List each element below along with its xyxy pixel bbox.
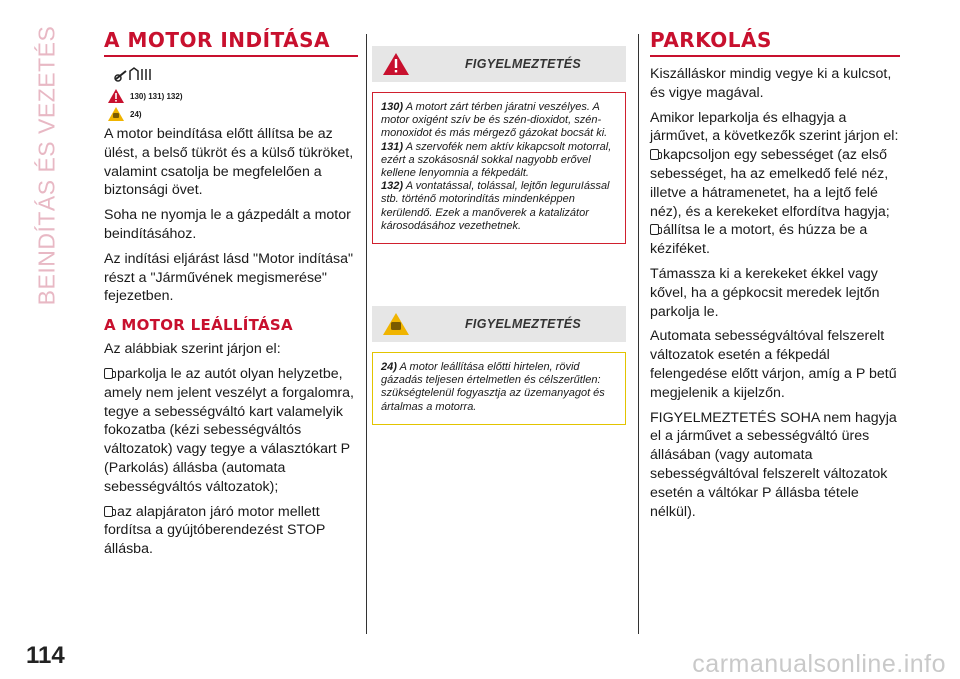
chapter-title-text: BEINDÍTÁS ÉS VEZETÉS [33,25,60,305]
warning-title: FIGYELMEZTETÉS [464,317,581,331]
caution-ref-number: 24) [130,109,142,119]
right-column [650,28,900,527]
paragraph: Az alábbiak szerint járjon el: [104,341,281,358]
paragraph: Az indítási eljárást lásd "Motor indítása" részt a "Járművének megismerése" fejezetben. [104,250,354,305]
subheading-motor-stop: A MOTOR LEÁLLÍTÁSA [104,316,293,335]
warning-num: 24) [381,361,397,373]
bullet-box-icon [104,368,113,379]
paragraph: Támassza ki a kerekeket ékkel vagy kővel, ha a gépkocsit meredek lejtőn parkolja le. [650,265,880,320]
watermark: carmanualsonline.info [692,650,946,678]
caution-hand-icon [108,107,124,121]
paragraph: Automata sebességváltóval felszerelt változatok esetén a fékpedál felengedése előtt várjon, amíg a P betű megjelenik a kijelzőn. [650,328,897,401]
warning-title: FIGYELMEZTETÉS [464,57,581,71]
bullet-box-icon [650,224,659,235]
section-heading-motor-start: A MOTOR INDÍTÁSA [104,28,358,57]
bullet-item [650,146,900,221]
warning-text: A szervofék nem aktív kikapcsolt motorral, ezért a szokásosnál sokkal nagyobb erővel kellene lenyomnia a fékpedált. [381,140,612,180]
page-number: 114 [26,642,65,669]
warning-box-red [372,46,626,244]
paragraph: FIGYELMEZTETÉS SOHA nem hagyja el a járművet a sebességváltó üres állásában (vagy automata sebességváltóval felszerelt változatok esetén a váltókar P állásba tétele nélkül). [650,409,897,520]
warning-triangle-icon [372,46,420,82]
warning-body [372,92,626,244]
bullet-box-icon [650,149,659,160]
warning-num: 131) [381,140,404,153]
warning-text: A motort zárt térben járatni veszélyes. A motor oxigént szív be és szén-dioxidot, szén-monoxidot és más mérgező gázokat bocsát ki. [381,101,608,140]
ignition-key-icon [112,65,358,83]
bullet-item [650,221,900,259]
warning-text: A motor leállítása előtti hirtelen, rövid gázadás teljesen értelmetlen és célszerűtlen: szükségtelenül fogyasztja az üzemanyagot és ártalmas a motorra. [381,361,605,413]
paragraph: Soha ne nyomja le a gázpedált a motor beindításához. [104,207,351,242]
bullet-text: parkolja le az autót olyan helyzetbe, amely nem jelent veszélyt a forgalomra, tegye a sebességváltó kart valamelyik fokozatba (kézi sebességváltós változatok) vagy tegye a választókart P (Parkolás) állásba (automata sebességváltós változatok); [104,365,354,495]
warning-item [381,101,617,141]
warning-item [381,361,617,414]
caution-hand-icon [372,306,420,342]
bullet-box-icon [104,506,113,517]
warning-ref-numbers: 130) 131) 132) [130,91,183,101]
bullet-text: kapcsoljon egy sebességet (az első sebességet, ha az emelkedő felé néz, illetve a hátramenetet, ha a lejtő felé néz), és a kerekeket elfordítva hagyja; [650,147,890,220]
warning-item [381,141,617,181]
warning-text: A vontatással, tolással, lejtőn leguruIással stb. történő motorindítás mindenképpen kerülendő. Ezek a manőverek a katalizátor károsodásához vezethetnek. [381,180,610,232]
warning-num: 132) [381,180,404,193]
bullet-text: az alapjáraton járó motor mellett fordítsa a gyújtóberendezést STOP állásba. [104,503,326,558]
column-divider-2 [638,34,639,634]
warning-header [372,46,626,82]
warning-triangle-icon [108,89,124,103]
caution-reference-row [108,107,358,121]
warning-box-yellow [372,306,626,425]
warning-reference-row [108,89,358,103]
paragraph: Kiszálláskor mindig vegye ki a kulcsot, és vigye magával. [650,66,892,101]
warning-body [372,352,626,425]
column-divider-1 [366,34,367,634]
paragraph: Amikor leparkolja és elhagyja a járművet, a következők szerint járjon el: [650,109,899,145]
warning-num: 130) [381,101,404,113]
section-heading-parking: PARKOLÁS [650,28,900,57]
bullet-item [104,503,358,559]
left-column [104,28,358,565]
bullet-item [104,365,358,497]
chapter-side-title [18,25,76,305]
warning-header [372,306,626,342]
bullet-text: állítsa le a motort, és húzza be a kéziféket. [650,222,868,258]
paragraph: A motor beindítása előtt állítsa be az ülést, a belső tükröt és a külső tükröket, valamint csatolja be megfelelően a biztonsági övet. [104,126,354,199]
warning-item [381,180,617,233]
